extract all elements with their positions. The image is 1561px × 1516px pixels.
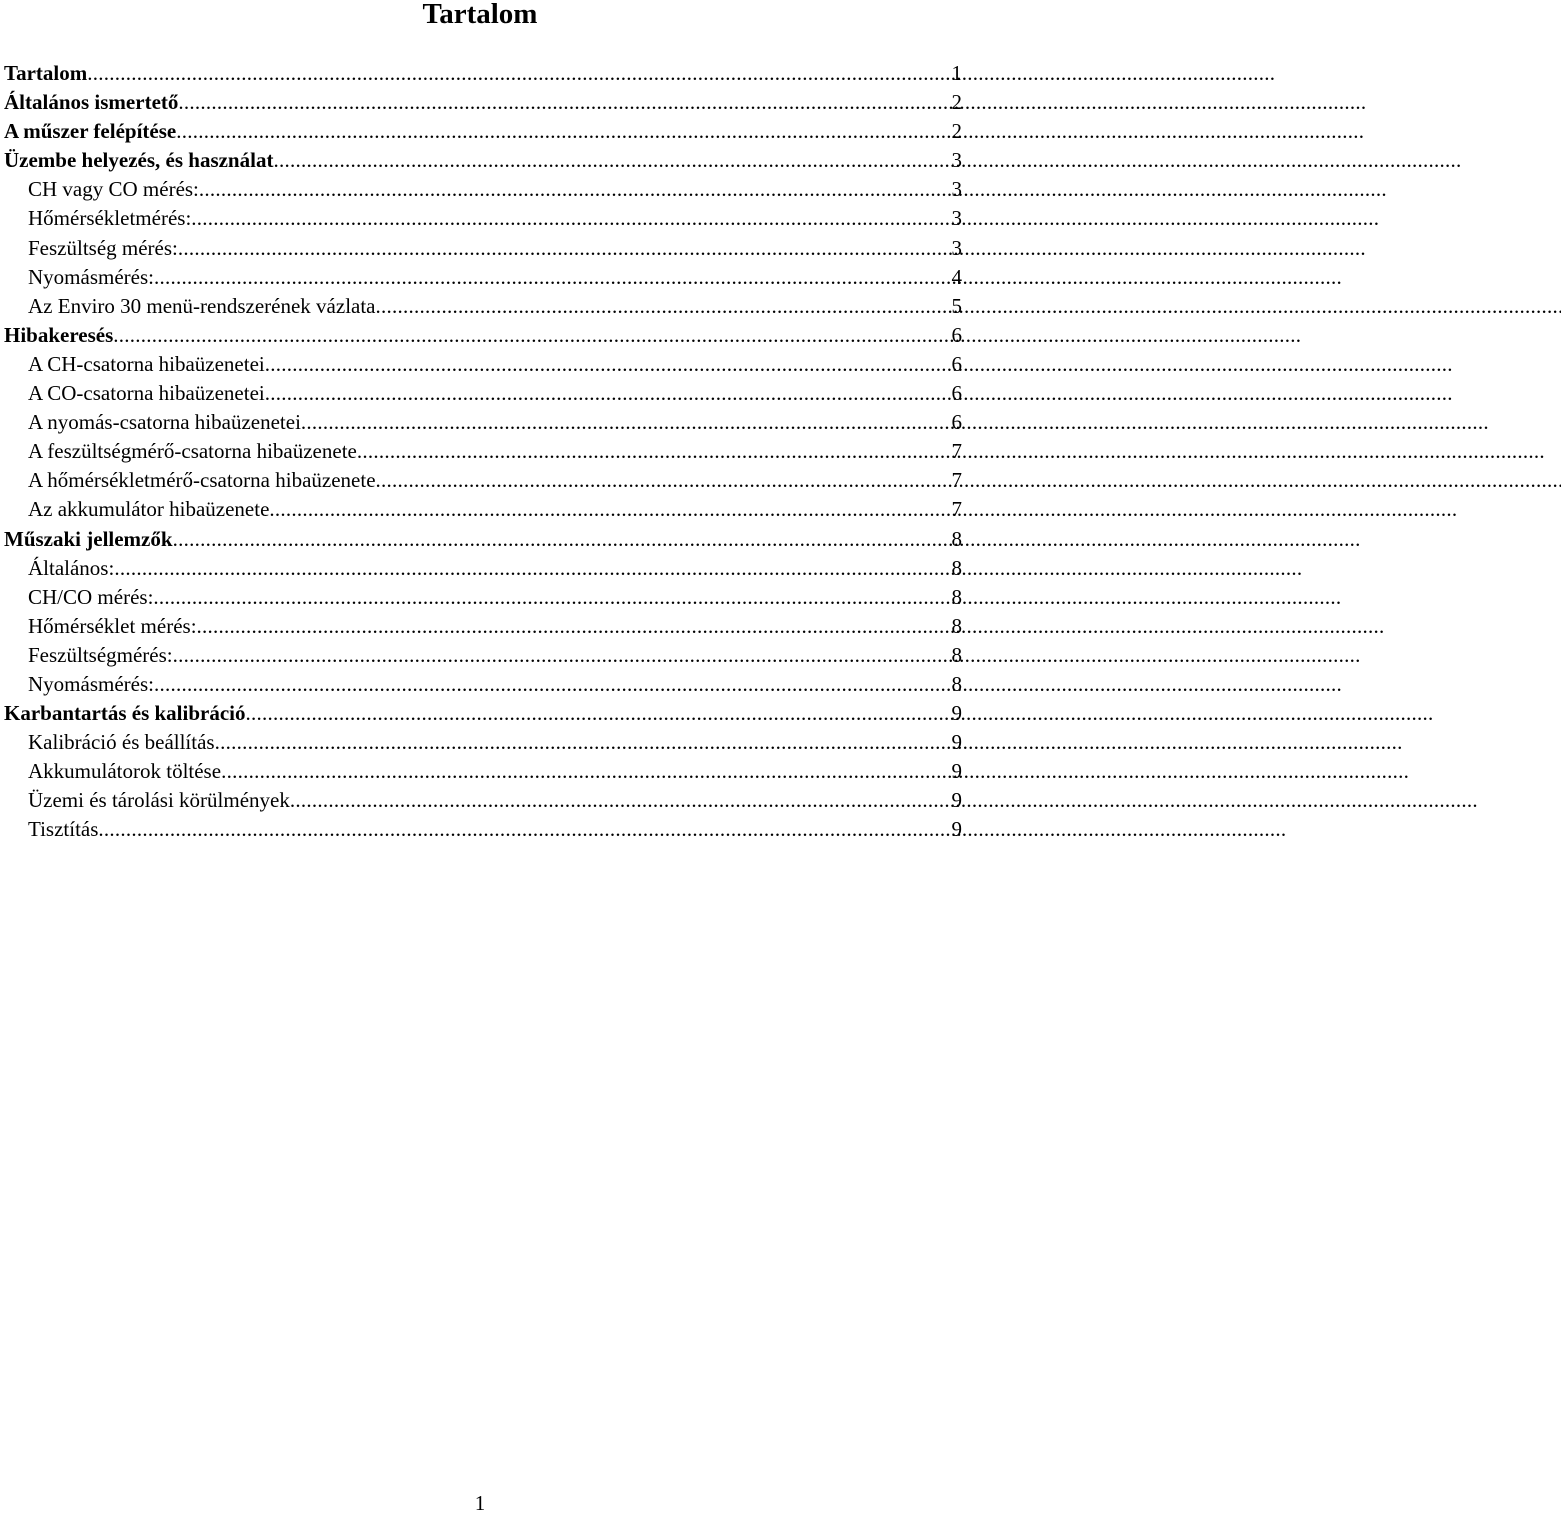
toc-dot-leader bbox=[98, 815, 945, 844]
toc-dot-leader bbox=[154, 263, 946, 292]
toc-entry[interactable] bbox=[4, 466, 962, 495]
toc-entry-page-number: 6 bbox=[951, 322, 962, 347]
toc-entry[interactable] bbox=[4, 437, 962, 466]
toc-dot-leader bbox=[191, 204, 945, 233]
toc-entry-label: CH vagy CO mérés: bbox=[28, 177, 199, 202]
toc-entry-page-number: 8 bbox=[951, 671, 962, 696]
toc-dot-leader bbox=[357, 437, 946, 466]
toc-entry-page-number: 7 bbox=[951, 497, 962, 522]
toc-dot-leader bbox=[376, 466, 946, 495]
toc-entry-label: Üzembe helyezés, és használat bbox=[4, 148, 274, 173]
toc-dot-leader bbox=[221, 757, 945, 786]
toc-entry[interactable] bbox=[4, 263, 962, 292]
toc-entry-page-number: 9 bbox=[951, 759, 962, 784]
toc-entry-page-number: 8 bbox=[951, 526, 962, 551]
toc-entry-label: Az akkumulátor hibaüzenete bbox=[28, 497, 270, 522]
toc-entry[interactable] bbox=[4, 554, 962, 583]
toc-entry-label: Akkumulátorok töltése bbox=[28, 759, 222, 784]
toc-entry-page-number: 8 bbox=[951, 555, 962, 580]
toc-entry-label: Hőmérséklet mérés: bbox=[28, 613, 197, 638]
toc-entry-label: A hőmérsékletmérő-csatorna hibaüzenete bbox=[28, 468, 376, 493]
toc-entry-page-number: 8 bbox=[951, 584, 962, 609]
toc-entry-label: Feszültségmérés: bbox=[28, 642, 173, 667]
toc-entry[interactable] bbox=[4, 699, 962, 728]
toc-dot-leader bbox=[246, 699, 946, 728]
toc-dot-leader bbox=[301, 408, 946, 437]
page-number: 1 bbox=[474, 1491, 486, 1515]
toc-dot-leader bbox=[154, 670, 946, 699]
toc-entry-page-number: 3 bbox=[951, 148, 962, 173]
toc-entry-page-number: 4 bbox=[951, 264, 962, 289]
toc-dot-leader bbox=[176, 117, 945, 146]
toc-entry-label: A műszer felépítése bbox=[4, 119, 177, 144]
table-of-contents bbox=[4, 59, 962, 845]
toc-dot-leader bbox=[153, 583, 945, 612]
toc-dot-leader bbox=[113, 321, 945, 350]
toc-entry-label: Hőmérsékletmérés: bbox=[28, 206, 192, 231]
toc-entry[interactable] bbox=[4, 670, 962, 699]
toc-entry-page-number: 8 bbox=[951, 613, 962, 638]
toc-entry-page-number: 9 bbox=[951, 817, 962, 842]
toc-entry-label: Műszaki jellemzők bbox=[4, 526, 173, 551]
toc-entry-label: Tartalom bbox=[4, 61, 88, 85]
toc-dot-leader bbox=[290, 786, 946, 815]
toc-dot-leader bbox=[265, 350, 946, 379]
toc-entry-label: Kalibráció és beállítás bbox=[28, 730, 215, 755]
toc-dot-leader bbox=[273, 146, 945, 175]
toc-entry[interactable] bbox=[4, 495, 962, 524]
toc-dot-leader bbox=[197, 612, 946, 641]
toc-entry-page-number: 3 bbox=[951, 177, 962, 202]
toc-entry-page-number: 7 bbox=[951, 468, 962, 493]
toc-entry-label: Hibakeresés bbox=[4, 322, 114, 347]
toc-entry-page-number: 2 bbox=[951, 119, 962, 144]
toc-dot-leader bbox=[178, 234, 946, 263]
toc-entry[interactable] bbox=[4, 321, 962, 350]
toc-entry[interactable] bbox=[4, 728, 962, 757]
toc-entry[interactable] bbox=[4, 117, 962, 146]
toc-dot-leader bbox=[114, 554, 945, 583]
toc-entry[interactable] bbox=[4, 408, 962, 437]
toc-entry-label: Tisztítás bbox=[28, 817, 99, 842]
toc-entry-page-number: 8 bbox=[951, 642, 962, 667]
toc-dot-leader bbox=[376, 292, 946, 321]
toc-entry-page-number: 6 bbox=[951, 410, 962, 435]
toc-entry[interactable] bbox=[4, 786, 962, 815]
toc-entry-label: Nyomásmérés: bbox=[28, 264, 154, 289]
toc-entry-page-number: 6 bbox=[951, 381, 962, 406]
toc-entry[interactable] bbox=[4, 146, 962, 175]
toc-entry[interactable] bbox=[4, 525, 962, 554]
toc-entry-label: A nyomás-csatorna hibaüzenetei bbox=[28, 410, 301, 435]
toc-dot-leader bbox=[199, 175, 946, 204]
toc-entry-label: Általános ismertető bbox=[4, 90, 179, 115]
toc-entry-page-number: 1 bbox=[951, 61, 962, 85]
toc-entry-page-number: 3 bbox=[951, 206, 962, 231]
toc-entry-label: A feszültségmérő-csatorna hibaüzenete bbox=[28, 439, 357, 464]
toc-entry-page-number: 3 bbox=[951, 235, 962, 260]
toc-entry[interactable] bbox=[4, 350, 962, 379]
toc-dot-leader bbox=[269, 495, 945, 524]
toc-entry[interactable] bbox=[4, 234, 962, 263]
toc-entry[interactable] bbox=[4, 641, 962, 670]
toc-entry-label: A CO-csatorna hibaüzenetei bbox=[28, 381, 265, 406]
toc-entry-label: Általános: bbox=[28, 555, 115, 580]
toc-entry-label: Feszültség mérés: bbox=[28, 235, 178, 260]
toc-entry[interactable] bbox=[4, 815, 962, 844]
toc-entry-label: Üzemi és tárolási körülmények bbox=[28, 788, 290, 813]
page-title: Tartalom bbox=[422, 0, 538, 30]
toc-entry[interactable] bbox=[4, 583, 962, 612]
toc-entry-page-number: 2 bbox=[951, 90, 962, 115]
toc-entry-page-number: 7 bbox=[951, 439, 962, 464]
toc-entry-page-number: 5 bbox=[951, 293, 962, 318]
toc-dot-leader bbox=[87, 59, 945, 88]
toc-entry[interactable] bbox=[4, 379, 962, 408]
toc-entry-page-number: 9 bbox=[951, 788, 962, 813]
toc-entry-page-number: 6 bbox=[951, 351, 962, 376]
toc-entry-label: Karbantartás és kalibráció bbox=[4, 701, 246, 726]
toc-entry[interactable] bbox=[4, 204, 962, 233]
toc-entry-label: A CH-csatorna hibaüzenetei bbox=[28, 351, 265, 376]
toc-entry-label: CH/CO mérés: bbox=[28, 584, 154, 609]
toc-entry-label: Nyomásmérés: bbox=[28, 671, 154, 696]
toc-dot-leader bbox=[178, 88, 945, 117]
toc-entry[interactable] bbox=[4, 292, 962, 321]
toc-entry-label: Az Enviro 30 menü-rendszerének vázlata bbox=[28, 293, 376, 318]
toc-entry-page-number: 9 bbox=[951, 730, 962, 755]
toc-entry[interactable] bbox=[4, 59, 962, 88]
toc-entry[interactable] bbox=[4, 175, 962, 204]
toc-entry[interactable] bbox=[4, 88, 962, 117]
toc-dot-leader bbox=[173, 525, 946, 554]
toc-entry-page-number: 9 bbox=[951, 701, 962, 726]
toc-dot-leader bbox=[265, 379, 946, 408]
toc-entry[interactable] bbox=[4, 757, 962, 786]
toc-entry[interactable] bbox=[4, 612, 962, 641]
toc-dot-leader bbox=[215, 728, 946, 757]
toc-dot-leader bbox=[173, 641, 946, 670]
